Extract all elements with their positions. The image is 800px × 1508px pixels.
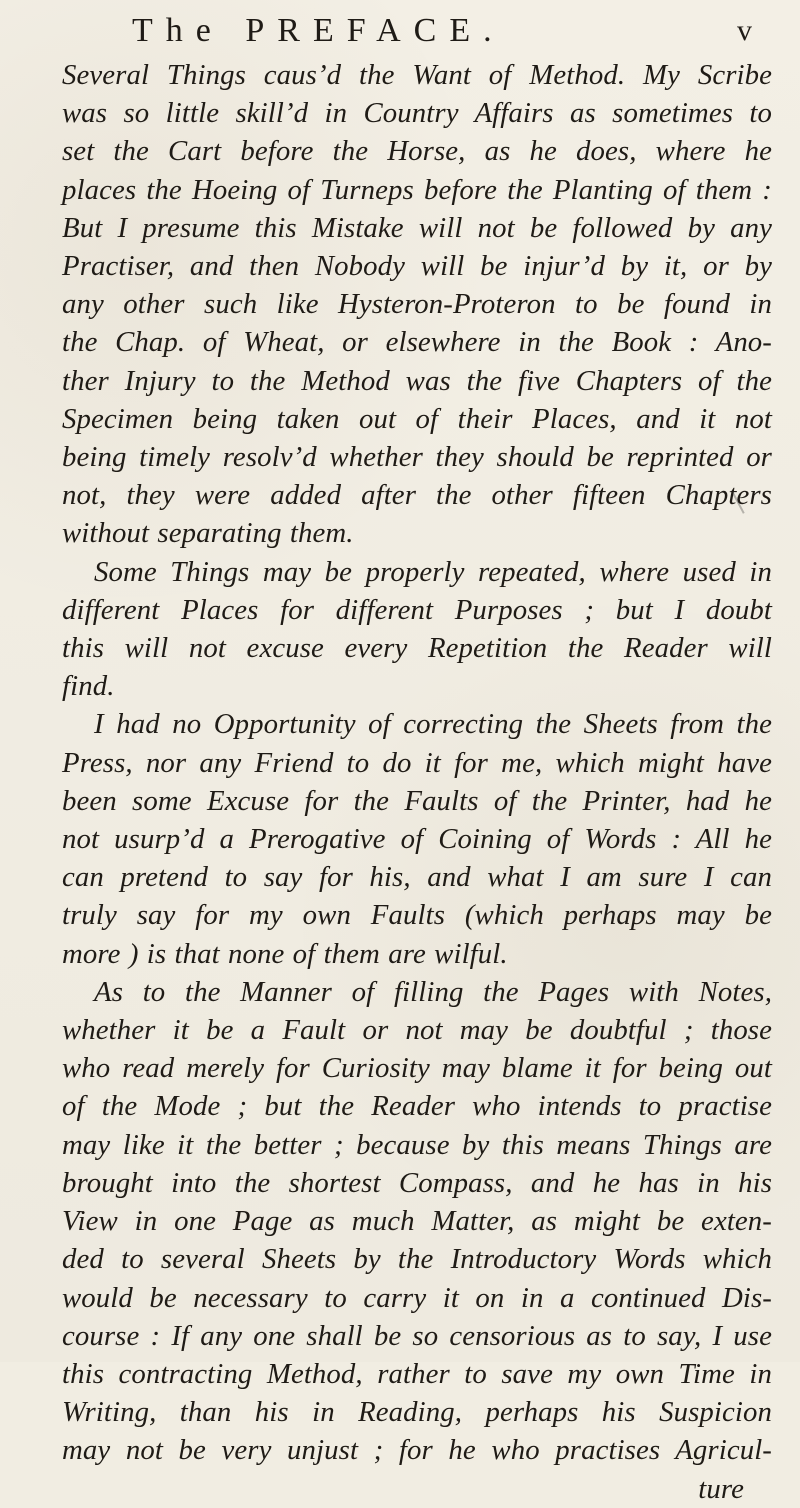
text-line: Writing, than his in Reading, perhaps his Suspicion bbox=[62, 1396, 772, 1429]
text-line: this contracting Method, rather to save my own Time in bbox=[62, 1357, 772, 1390]
text-line: View in one Page as much Matter, as might be exten- bbox=[62, 1205, 772, 1238]
text-line: course : If any one shall be so censorious as to say, I use bbox=[62, 1319, 772, 1352]
text-line: can pretend to say for his, and what I am sure I can bbox=[62, 861, 772, 894]
text-line: may like it the better ; because by this means Things are bbox=[62, 1128, 772, 1161]
text-line: Press, nor any Friend to do it for me, which might have bbox=[62, 746, 772, 779]
text-line: Specimen being taken out of their Places, and it not bbox=[62, 402, 772, 435]
paragraph-method bbox=[62, 56, 772, 553]
text-line: ded to several Sheets by the Introductory Words which bbox=[62, 1243, 772, 1276]
page-number: v bbox=[737, 14, 752, 47]
text-line: Practiser, and then Nobody will be injur’d by it, or by bbox=[62, 250, 772, 283]
paragraph-corrections bbox=[62, 705, 772, 972]
text-line: was so little skill’d in Country Affairs as sometimes to bbox=[62, 97, 772, 130]
text-line: being timely resolv’d whether they should be reprinted or bbox=[62, 441, 772, 474]
text-line: who read merely for Curiosity may blame it for being out bbox=[62, 1052, 772, 1085]
page-header bbox=[62, 12, 772, 54]
text-line: would be necessary to carry it on in a continued Dis- bbox=[62, 1281, 772, 1314]
catchword: ture bbox=[698, 1472, 744, 1505]
text-line: any other such like Hysteron-Proteron to be found in bbox=[62, 288, 772, 321]
text-line: Some Things may be properly repeated, where used in bbox=[94, 555, 772, 588]
paragraph-repetition bbox=[62, 553, 772, 706]
running-title: The PREFACE. bbox=[132, 12, 505, 49]
text-line: this will not excuse every Repetition the Reader will bbox=[62, 632, 772, 665]
text-line: brought into the shortest Compass, and he has in his bbox=[62, 1166, 772, 1199]
text-line: without separating them. bbox=[62, 517, 354, 550]
paragraph-notes bbox=[62, 973, 772, 1470]
preface-text bbox=[62, 56, 772, 1508]
text-line: Several Things caus’d the Want of Method. My Scribe bbox=[62, 59, 772, 91]
text-line: not, they were added after the other fifteen Chapters bbox=[62, 479, 772, 512]
text-line: the Chap. of Wheat, or elsewhere in the Book : Ano- bbox=[62, 326, 772, 359]
text-line: set the Cart before the Horse, as he does, where he bbox=[62, 135, 772, 168]
text-line: places the Hoeing of Turneps before the Planting of them : bbox=[62, 173, 772, 206]
text-line: more ) is that none of them are wilful. bbox=[62, 937, 508, 970]
text-line: not usurp’d a Prerogative of Coining of Words : All he bbox=[62, 823, 772, 856]
text-line: of the Mode ; but the Reader who intends to practise bbox=[62, 1090, 772, 1123]
text-line: As to the Manner of filling the Pages with Notes, bbox=[94, 975, 772, 1008]
text-line: ther Injury to the Method was the five Chapters of the bbox=[62, 364, 772, 397]
text-line: I had no Opportunity of correcting the Sheets from the bbox=[94, 708, 772, 741]
text-line: been some Excuse for the Faults of the Printer, had he bbox=[62, 784, 772, 817]
text-line: find. bbox=[62, 670, 115, 703]
text-line: truly say for my own Faults (which perhaps may be bbox=[62, 899, 772, 932]
text-line: may not be very unjust ; for he who practises Agricul- bbox=[62, 1434, 772, 1467]
text-line: different Places for different Purposes ; but I doubt bbox=[62, 593, 772, 626]
text-line: But I presume this Mistake will not be followed by any bbox=[62, 211, 772, 244]
text-line: whether it be a Fault or not may be doubtful ; those bbox=[62, 1014, 772, 1047]
